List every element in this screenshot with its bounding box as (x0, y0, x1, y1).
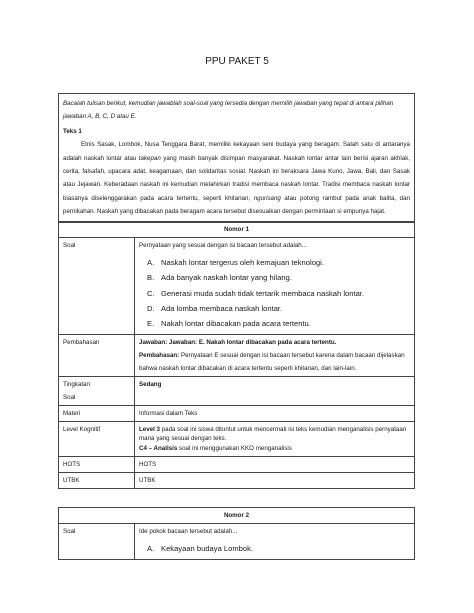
paragraph-italic-term: takepan (138, 154, 161, 162)
question-number-header: Nomor 2 (59, 508, 415, 524)
reading-passage-cell (59, 94, 415, 223)
table-row (59, 473, 415, 489)
table-row (59, 406, 415, 422)
question-cell (135, 238, 415, 335)
pembahasan-cell (135, 335, 415, 377)
hots-value: HOTS (135, 457, 415, 473)
question-text: Pernyataan yang sesuai dengan isi bacaan tersebut adalah... (139, 242, 307, 249)
row-label: Soal (59, 238, 135, 335)
level-cell (135, 422, 415, 457)
answer-options (139, 255, 410, 331)
answer-option: E. Nakah lontar dibacakan pada acara tertentu. (147, 319, 311, 329)
paragraph-italic-term: ngurisang (253, 194, 281, 202)
difficulty-value: Sedang (135, 377, 415, 406)
answer-option: C. Generasi muda sudah tidak tertarik membaca naskah lontar. (147, 288, 365, 298)
answer-option: D. Ada lomba membaca naskah lontar. (147, 303, 283, 313)
teks-title: Teks 1 (63, 127, 82, 135)
table-row (59, 457, 415, 473)
row-label: Soal (59, 524, 135, 560)
row-label: Pembahasan (59, 335, 135, 377)
table-row (59, 377, 415, 406)
question-2-table (58, 507, 415, 560)
table-row (59, 524, 415, 560)
page-title: PPU PAKET 5 (205, 56, 269, 67)
answer-option: B. Ada banyak naskah lontar yang hilang. (147, 273, 292, 283)
question-1-table (58, 221, 415, 489)
materi-value: Informasi dalam Teks (135, 406, 415, 422)
table-row (59, 422, 415, 457)
answer-options (139, 541, 410, 556)
level-text: Level 3 pada soal ini siswa dituntut untuk mencermati isi teks kemudian menganalisis pernyataan mana yang sesuai dengan teks. (139, 426, 407, 443)
answer-key: Jawaban: Jawaban: E. Nakah lontar dibacakan pada acara tertentu. (139, 339, 337, 347)
paragraph-text: yang masih banyak disimpan masyarakat. Naskah lontar antar lain berisi ajaran akhlak, cerita, falsafah, upacara adat, keagamaan, dan solidaritas sosial. Naskah ini beraksara Jawa Kuno, Jawa, Bali, dan Sasak atau Jejawan. Keberadaan naskah ini kemudian melahirkan tradisi membaca naskah lontar. Tradisi membaca naskah lontar biasanya diselenggarakan pada acara tertentu, seperti khitanan, (63, 154, 411, 202)
row-label: UTBK (59, 473, 135, 489)
reading-paragraph (63, 138, 410, 218)
question-cell (135, 524, 415, 560)
table-row (59, 238, 415, 335)
row-label: Tingkatan Soal (59, 377, 135, 406)
pembahasan-text: Pembahasan: Pernyataan E sesuai dengan isi bacaan tersebut karena dalam bacaan dijelaskan bahwa naskah lontar dibacakan di acara tertentu seperti khitanan, dan lain-lain. (139, 352, 405, 373)
row-label: Level Kognitif (59, 422, 135, 457)
utbk-value: UTBK (135, 473, 415, 489)
table-row (59, 335, 415, 377)
answer-option: A. Kekayaan budaya Lombok. (147, 544, 254, 553)
paragraph-text: atau potong rambut pada anak balita, dan pernikahan. Naskah yang dibacakan pada beragam acara tersebut disesuaikan dengan permintaan si empunya hajat. (63, 194, 410, 216)
row-label: Materi (59, 406, 135, 422)
question-number-header: Nomor 1 (59, 222, 415, 238)
c4-text: C4 – Analisis soal ini menggunakan KKO menganalisis (139, 445, 292, 453)
answer-option: A. Naskah lontar tergerus oleh kemajuan teknologi. (147, 258, 324, 267)
paragraph-text: Etnis Sasak, Lombok, Nusa Tenggara Barat, memiliki kekayaan seni budaya yang beragam. Salah satu di antaranya adalah naskah lontar atau (63, 141, 410, 162)
row-label: HOTS (59, 457, 135, 473)
question-text: Ide pokok bacaan tersebut adalah... (139, 528, 238, 535)
instruction-text: Bacalah tulisan berikut, kemudian jawablah soal-soal yang tersedia dengan memilih jawaban yang tepat di antara pilihan jawaban A, B, C, D atau E. (63, 100, 394, 121)
reading-passage-table (58, 93, 415, 223)
